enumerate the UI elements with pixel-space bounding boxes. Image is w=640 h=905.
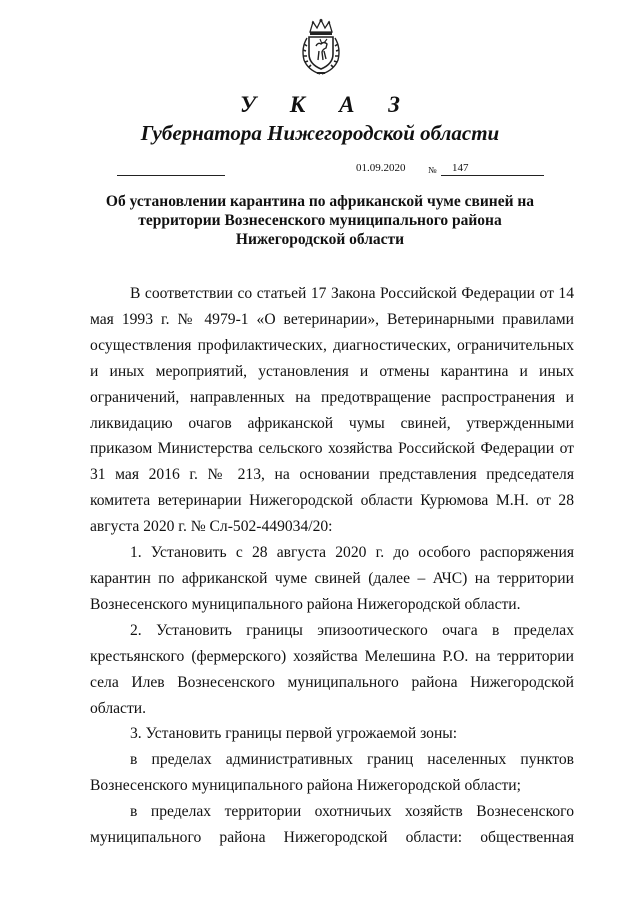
- number-sign: №: [428, 165, 437, 175]
- document-number: 147: [452, 162, 469, 174]
- clause-paragraph: в пределах административных границ населенных пунктов Вознесенского муниципального района Нижегородской области;: [90, 751, 574, 795]
- clause-paragraph: 1. Установить с 28 августа 2020 г. до особого распоряжения карантин по африканской чуме свиней (далее – АЧС) на территории Вознесенского муниципального района Нижегородской области.: [90, 544, 574, 613]
- subject-line: Об установлении карантина по африканской чуме свиней на: [105, 193, 535, 210]
- number-underline: [441, 175, 544, 176]
- preamble-paragraph: В соответствии со статьей 17 Закона Российской Федерации от 14 мая 1993 г. № 4979-1 «О ветеринарии», Ветеринарными правилами осуществления профилактических, диагностических, ограничительных и иных мероприятий, установления и отмены карантина и иных ограничений, направленных на предотвращение распространения и ликвидацию очагов африканской чумы свиней, утвержденными приказом Министерства сельского хозяйства Российской Федерации от 31 мая 2016 г. № 213, на основании представления председателя комитета ветеринарии Нижегородской области Курюмова М.Н. от 28 августа 2020 г. № Сл-502-449034/20:: [90, 285, 574, 536]
- clause-paragraph: 3. Установить границы первой угрожаемой зоны:: [130, 725, 458, 743]
- document-issuer-title: Губернатора Нижегородской области: [140, 121, 500, 145]
- document-type-title: У К А З: [240, 92, 414, 117]
- document-date: 01.09.2020: [356, 162, 406, 174]
- document-body: [90, 281, 574, 851]
- document-subject: [100, 192, 540, 249]
- subject-line: территории Вознесенского муниципального района: [138, 212, 502, 229]
- date-underline: [117, 175, 225, 176]
- clause-paragraph: в пределах территории охотничьих хозяйств Вознесенского муниципального района Нижегородской области: общественная: [90, 803, 574, 847]
- coat-of-arms-icon: [300, 18, 342, 76]
- subject-line: Нижегородской области: [235, 231, 405, 248]
- clause-paragraph: 2. Установить границы эпизоотического очага в пределах крестьянского (фермерского) хозяйства Мелешина Р.О. на территории села Илев Вознесенского муниципального района Нижегородской области.: [90, 621, 574, 717]
